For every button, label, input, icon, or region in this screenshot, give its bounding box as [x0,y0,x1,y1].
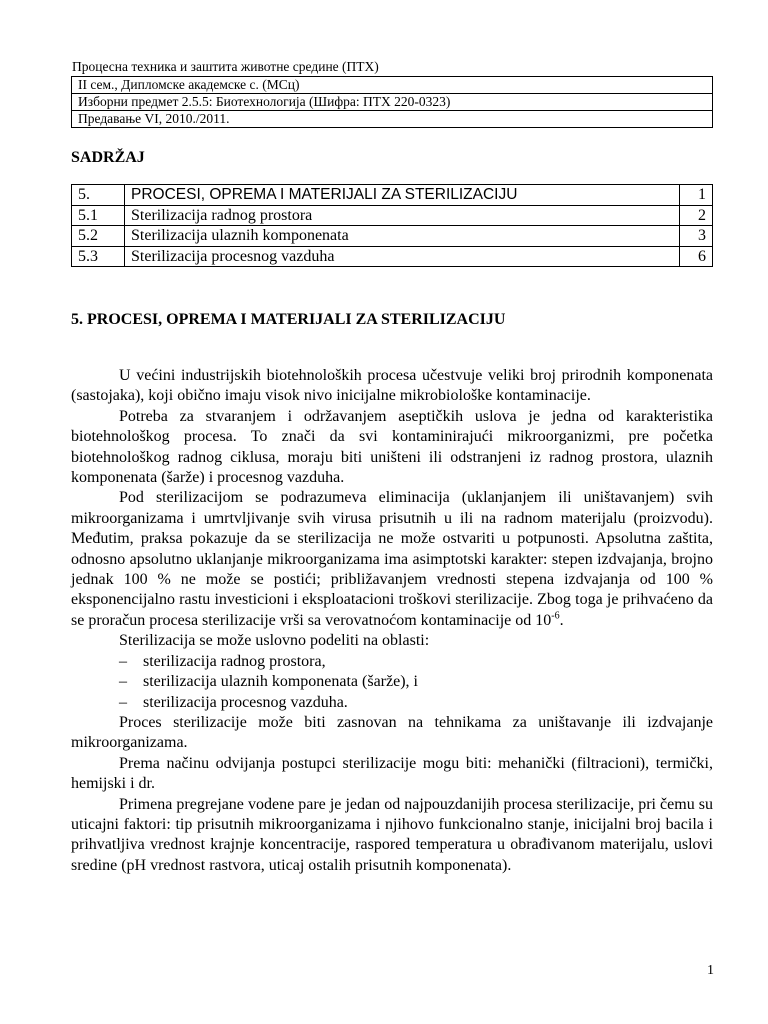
list-item-text: sterilizacija radnog prostora, [143,652,326,670]
toc-number: 5.2 [72,226,125,247]
paragraph: Primena pregrejane vodene pare je jedan od najpouzdanijih procesa sterilizacije, pri čemu su uticajni faktori: tip prisutnih mikroorganizama i njihovo funkcionalno stanje, inicijalni broj bacila i prihvatljiva vrednost krajnje koncentracije, raspored temperatura u obrađivanom materijalu, uslovi sredine (pH vrednost rastvora, uticaj ostalih prisutnih komponenata). [71,795,713,874]
dash-bullet: – [119,652,127,670]
header-row [72,94,713,111]
dash-bullet: – [119,673,127,691]
body-text [71,366,713,876]
toc-row [72,246,713,267]
dash-bullet: – [119,693,127,711]
toc-row [72,205,713,226]
list-item [71,672,713,692]
toc-page: 3 [680,226,713,247]
paragraph [71,488,713,631]
list-item-text: sterilizacija procesnog vazduha. [143,693,348,711]
paragraph: Sterilizacija se može uslovno podeliti na oblasti: [119,632,430,650]
header-cell: Изборни предмет 2.5.5: Биотехнологија (Шифра: ПТХ 220-0323) [72,94,713,111]
paragraph: Potreba za stvaranjem i održavanjem aseptičkih uslova je jedna od karakteristika biotehnološkog procesa. To znači da svi kontaminirajući mikroorganizmi, pre početka biotehnološkog radnog ciklusa, moraju biti uništeni ili odstranjeni iz radnog prostora, ulaznih komponenata (šarže) i procesnog vazduha. [71,407,713,487]
header-cell: Предавање VI, 2010./2011. [72,111,713,128]
toc-page: 2 [680,205,713,226]
course-title: Процесна техника и заштита животне средине (ПТХ) [72,59,379,74]
list-item-text: sterilizacija ulaznih komponenata (šarže), i [143,673,418,691]
list-item [71,693,713,713]
toc-page: 1 [680,185,713,206]
toc-title: PROCESI, OPREMA I MATERIJALI ZA STERILIZACIJU [125,185,680,206]
paragraph: Prema načinu odvijanja postupci sterilizacije mogu biti: mehanički (filtracioni), termički, hemijski i dr. [71,754,713,793]
paragraph-end: . [559,611,564,629]
header-row [72,111,713,128]
paragraph-text: Pod sterilizacijom se podrazumeva eliminacija (uklanjanjem ili uništavanjem) svih mikroorganizama i umrtvljivanje svih virusa prisutnih u ili na radnom materijalu (proizvodu). Međutim, praksa pokazuje da se sterilizacija ne može ostvariti u potpunosti. Apsolutna zaštita, odnosno apsolutno uklanjanje mikroorganizama ima asimptotski karakter: stepen izdvajanja, brojno jednak 100 % ne može se postići; približavanjem vrednosti stepena izdvajanja od 100 % eksponencijalno rastu investicioni i eksploatacioni troškovi sterilizacije. Zbog toga je prihvaćeno da se proračun procesa sterilizacije vrši sa verovatnoćom kontaminacije od 10 [71,489,713,629]
toc-title: Sterilizacija ulaznih komponenata [125,226,680,247]
toc-row [72,185,713,206]
page-number: 1 [707,963,714,978]
toc-title: Sterilizacija procesnog vazduha [125,246,680,267]
exponent: -6 [551,610,560,622]
paragraph: Proces sterilizacije može biti zasnovan na tehnikama za uništavanje ili izdvajanje mikroorganizama. [71,713,713,752]
sterilization-list [71,652,713,713]
toc-table [71,184,713,267]
list-item [71,652,713,672]
header-cell: II сем., Дипломске академске с. (МСц) [72,77,713,94]
header-table [71,76,713,128]
toc-title: Sterilizacija radnog prostora [125,205,680,226]
toc-row [72,226,713,247]
header-row [72,77,713,94]
toc-number: 5. [72,185,125,206]
section-heading: 5. PROCESI, OPREMA I MATERIJALI ZA STERILIZACIJU [71,311,506,328]
toc-number: 5.1 [72,205,125,226]
toc-page: 6 [680,246,713,267]
paragraph: U većini industrijskih biotehnoloških procesa učestvuje veliki broj prirodnih komponenata (sastojaka), koji obično imaju visok nivo inicijalne mikrobiološke kontaminacije. [71,367,713,405]
toc-number: 5.3 [72,246,125,267]
toc-heading: SADRŽAJ [71,149,145,166]
